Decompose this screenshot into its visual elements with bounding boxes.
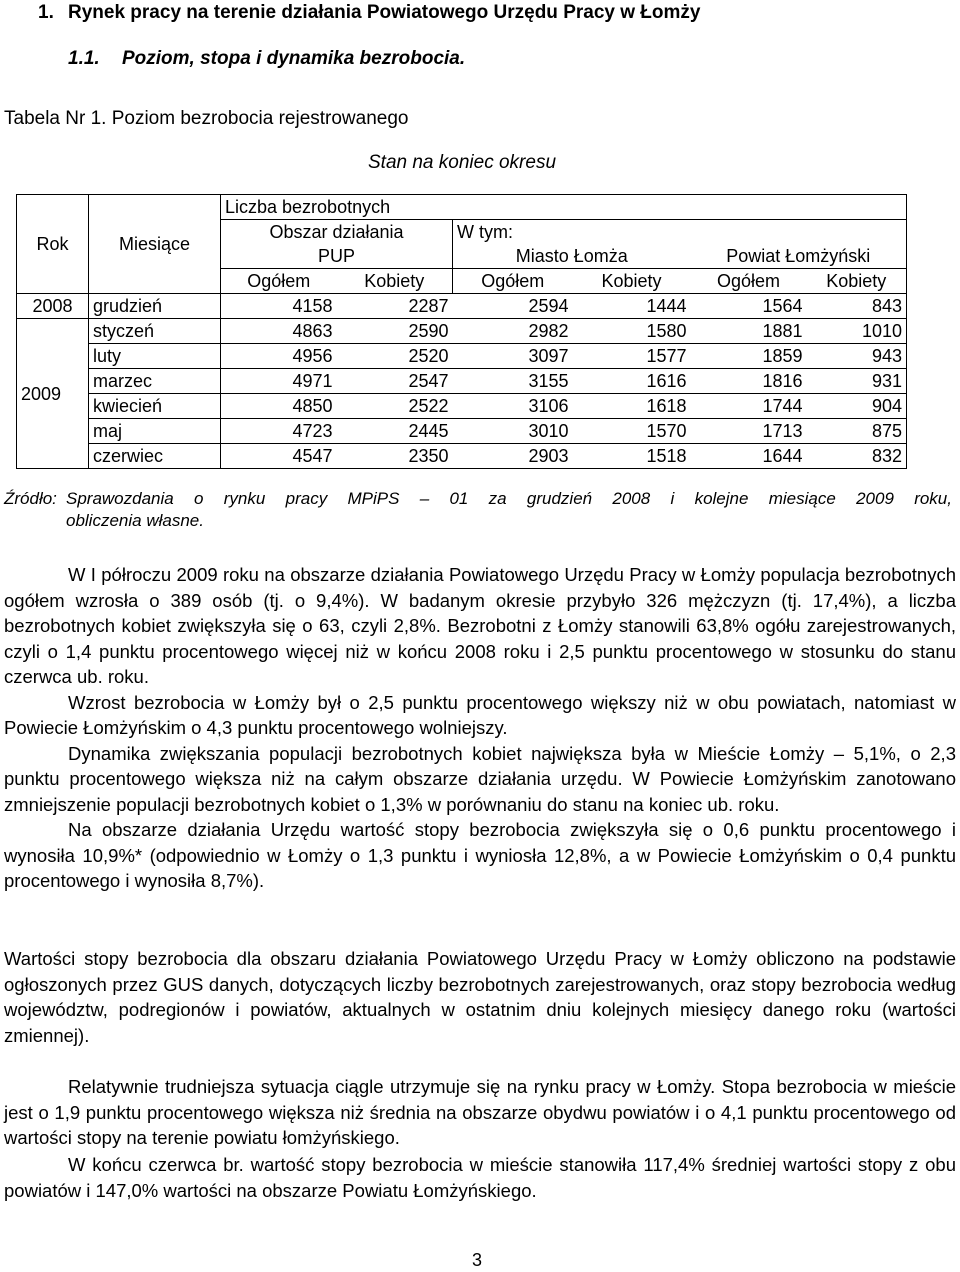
paragraph: Wartości stopy bezrobocia dla obszaru działania Powiatowego Urzędu Pracy w Łomży obliczono na podstawie ogłoszonych przez GUS danych, dotyczących liczby bezrobotnych zarejestrowanych, oraz stopy bezrobocia według województw, podregionów i powiatów, aktualnych w ostatnim dniu kolejnych miesięcy danego roku (wartości zmiennej). <box>4 948 956 1046</box>
value-cell: 1564 <box>691 294 807 319</box>
value-cell: 832 <box>807 444 907 469</box>
value-cell: 3155 <box>453 369 573 394</box>
header-kobiety: Kobiety <box>573 269 691 294</box>
table-row <box>17 394 907 419</box>
value-cell: 4547 <box>221 444 337 469</box>
value-cell: 1744 <box>691 394 807 419</box>
header-ogolem: Ogółem <box>453 269 573 294</box>
header-miasto-lomza: Miasto Łomża <box>453 244 691 269</box>
body-text-block-4 <box>4 1152 956 1203</box>
table-row <box>17 444 907 469</box>
value-cell: 2594 <box>453 294 573 319</box>
source-label: Źródło: <box>4 489 57 508</box>
body-text-block-1 <box>4 562 956 894</box>
month-cell: styczeń <box>89 319 221 344</box>
value-cell: 931 <box>807 369 907 394</box>
value-cell: 2350 <box>337 444 453 469</box>
subsection-heading <box>68 48 465 70</box>
value-cell: 4723 <box>221 419 337 444</box>
header-kobiety: Kobiety <box>337 269 453 294</box>
month-cell: czerwiec <box>89 444 221 469</box>
value-cell: 904 <box>807 394 907 419</box>
value-cell: 3010 <box>453 419 573 444</box>
header-ogolem: Ogółem <box>221 269 337 294</box>
header-pup: PUP <box>317 246 355 266</box>
value-cell: 2903 <box>453 444 573 469</box>
source-text-line2: obliczenia własne. <box>66 511 204 530</box>
paragraph: W I półroczu 2009 roku na obszarze działania Powiatowego Urzędu Pracy w Łomży populacja bezrobotnych ogółem wzrosła o 389 osób (tj. o 9,4%). W badanym okresie przybyło 326 mężczyzn (tj. 17,4%), a liczba bezrobotnych kobiet zwiększyła się o 63, czyli 2,8%. Bezrobotni z Łomży stanowili 63,8% ogółu zarejestrowanych, czyli o 1,4 punktu procentowego więcej niż w końcu 2008 roku i 2,5 punktu procentowego w stosunku do stanu czerwca ub. roku. <box>4 564 956 687</box>
header-powiat-lomzynski: Powiat Łomżyński <box>691 244 907 269</box>
value-cell: 2520 <box>337 344 453 369</box>
year-cell: 2009 <box>17 319 89 469</box>
value-cell: 1616 <box>573 369 691 394</box>
page-number: 3 <box>472 1250 483 1270</box>
value-cell: 2547 <box>337 369 453 394</box>
value-cell: 1644 <box>691 444 807 469</box>
value-cell: 1859 <box>691 344 807 369</box>
unemployment-table <box>16 194 907 469</box>
header-rok: Rok <box>17 195 89 294</box>
value-cell: 2982 <box>453 319 573 344</box>
value-cell: 1577 <box>573 344 691 369</box>
table-subtitle: Stan na koniec okresu <box>368 152 557 173</box>
table-caption: Tabela Nr 1. Poziom bezrobocia rejestrowanego <box>4 108 409 129</box>
year-cell: 2008 <box>17 294 89 319</box>
header-miesiace: Miesiące <box>89 195 221 294</box>
paragraph: Wzrost bezrobocia w Łomży był o 2,5 punktu procentowego większy niż w obu powiatach, natomiast w Powiecie Łomżyńskim o 4,3 punktu procentowego wolniejszy. <box>4 691 956 738</box>
value-cell: 1881 <box>691 319 807 344</box>
source-text-line1: Sprawozdania o rynku pracy MPiPS – 01 za grudzień 2008 i kolejne miesiące 2009 roku, <box>66 489 952 508</box>
value-cell: 843 <box>807 294 907 319</box>
value-cell: 2287 <box>337 294 453 319</box>
value-cell: 4863 <box>221 319 337 344</box>
table-row <box>17 369 907 394</box>
value-cell: 1816 <box>691 369 807 394</box>
month-cell: kwiecień <box>89 394 221 419</box>
value-cell: 943 <box>807 344 907 369</box>
header-w-tym: W tym: <box>453 220 907 245</box>
table-row <box>17 319 907 344</box>
value-cell: 1010 <box>807 319 907 344</box>
table-row <box>17 419 907 444</box>
table-row <box>17 294 907 319</box>
paragraph: Dynamika zwiększania populacji bezrobotnych kobiet największa była w Mieście Łomży – 5,1%, o 2,3 punktu procentowego większa niż na całym obszarze działania urzędu. W Powiecie Łomżyńskim zanotowano zmniejszenie populacji bezrobotnych kobiet o 1,3% w porównaniu do stanu na koniec ub. roku. <box>4 742 956 815</box>
month-cell: grudzień <box>89 294 221 319</box>
paragraph: Na obszarze działania Urzędu wartość stopy bezrobocia zwiększyła się o 0,6 punktu procentowego i wynosiła 10,9%* (odpowiednio w Łomży o 1,3 punktu i wyniosła 12,8%, a w Powiecie Łomżyńskim o 0,4 punktu procentowego i wynosiła 8,7%). <box>4 819 956 891</box>
value-cell: 2445 <box>337 419 453 444</box>
header-kobiety: Kobiety <box>807 269 907 294</box>
section-number: 1. <box>38 2 54 23</box>
header-ogolem: Ogółem <box>691 269 807 294</box>
value-cell: 4158 <box>221 294 337 319</box>
section-title: Rynek pracy na terenie działania Powiatowego Urzędu Pracy w Łomży <box>68 2 701 23</box>
value-cell: 2590 <box>337 319 453 344</box>
header-obszar-dzialania: Obszar działania <box>221 220 453 245</box>
value-cell: 4850 <box>221 394 337 419</box>
value-cell: 1580 <box>573 319 691 344</box>
paragraph: Relatywnie trudniejsza sytuacja ciągle utrzymuje się na rynku pracy w Łomży. Stopa bezrobocia w mieście jest o 1,9 punktu procentowego większa niż średnia na obszarze obydwu powiatów i o 4,1 punktu procentowego od wartości stopy na terenie powiatu łomżyńskiego. <box>4 1076 956 1148</box>
value-cell: 1618 <box>573 394 691 419</box>
value-cell: 2522 <box>337 394 453 419</box>
value-cell: 3106 <box>453 394 573 419</box>
month-cell: marzec <box>89 369 221 394</box>
table-source-note <box>4 488 956 532</box>
value-cell: 3097 <box>453 344 573 369</box>
value-cell: 1518 <box>573 444 691 469</box>
paragraph: W końcu czerwca br. wartość stopy bezrobocia w mieście stanowiła 117,4% średniej wartości stopy z obu powiatów i 147,0% wartości na obszarze Powiatu Łomżyńskiego. <box>4 1154 956 1201</box>
table-row <box>17 344 907 369</box>
value-cell: 4956 <box>221 344 337 369</box>
subsection-number: 1.1. <box>68 48 100 69</box>
value-cell: 1570 <box>573 419 691 444</box>
month-cell: maj <box>89 419 221 444</box>
value-cell: 875 <box>807 419 907 444</box>
section-heading <box>38 2 700 24</box>
body-text-block-2 <box>4 946 956 1048</box>
value-cell: 1713 <box>691 419 807 444</box>
value-cell: 4971 <box>221 369 337 394</box>
month-cell: luty <box>89 344 221 369</box>
header-liczba-bezrobotnych: Liczba bezrobotnych <box>221 195 907 220</box>
value-cell: 1444 <box>573 294 691 319</box>
subsection-title: Poziom, stopa i dynamika bezrobocia. <box>122 48 466 69</box>
body-text-block-3 <box>4 1074 956 1151</box>
